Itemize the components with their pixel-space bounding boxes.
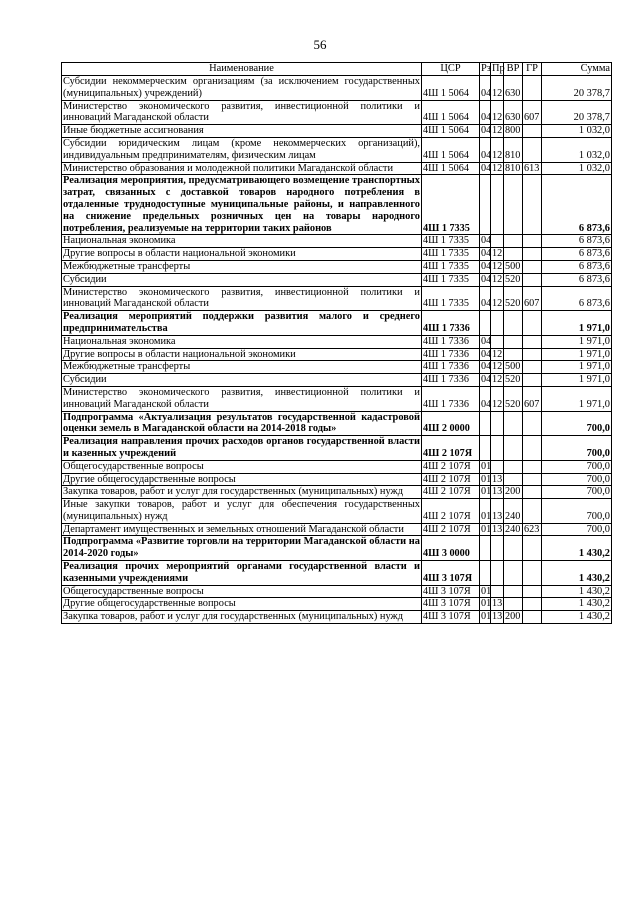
cell-name: Департамент имущественных и земельных отношений Магаданской области — [62, 523, 422, 536]
cell-name: Межбюджетные трансферты — [62, 361, 422, 374]
cell-csr: 4Ш 3 107Я — [422, 611, 480, 624]
cell-name: Общегосударственные вопросы — [62, 585, 422, 598]
header-pr: Пр — [492, 63, 505, 75]
cell-gr — [523, 499, 542, 524]
cell-pr: 12 — [491, 76, 504, 101]
cell-vr: 240 — [504, 499, 523, 524]
cell-rz: 04 — [480, 386, 491, 411]
cell-sum: 1 971,0 — [542, 311, 612, 336]
cell-rz — [480, 536, 491, 561]
cell-pr: 12 — [492, 248, 503, 260]
cell-rz — [480, 411, 491, 436]
cell-sum: 1 430,2 — [542, 561, 612, 586]
table-row — [62, 598, 612, 611]
cell-gr — [523, 561, 542, 586]
cell-gr — [523, 536, 542, 561]
cell-sum: 700,0 — [542, 523, 612, 536]
cell-sum: 1 971,0 — [542, 386, 612, 411]
cell-gr — [523, 460, 542, 473]
cell-rz: 01 — [481, 473, 492, 485]
table-row — [62, 137, 612, 162]
cell-name: Национальная экономика — [62, 235, 422, 248]
cell-name: Министерство экономического развития, инвестиционной политики и инноваций Магаданской области — [63, 386, 420, 410]
cell-rz: 01 — [481, 523, 492, 535]
cell-pr: 13 — [492, 598, 503, 610]
cell-name: Общегосударственные вопросы — [62, 460, 422, 473]
cell-gr — [523, 348, 542, 361]
header-name: Наименование — [62, 63, 422, 76]
cell-vr: 520 — [504, 273, 523, 286]
cell-pr — [491, 335, 504, 348]
cell-rz — [480, 436, 491, 461]
cell-gr — [523, 311, 542, 336]
cell-pr: 12 — [492, 361, 503, 373]
cell-pr: 12 — [492, 374, 503, 386]
cell-vr — [504, 561, 523, 586]
cell-pr: 12 — [492, 125, 503, 137]
cell-sum: 700,0 — [542, 411, 612, 436]
cell-gr: 623 — [523, 523, 542, 536]
cell-name: Реализация направления прочих расходов органов государственной власти и казенных учреждений — [63, 436, 420, 459]
cell-csr: 4Ш 1 5064 — [422, 137, 480, 162]
table-row — [62, 374, 612, 387]
cell-rz: 04 — [481, 348, 492, 360]
cell-sum: 700,0 — [542, 436, 612, 461]
cell-csr: 4Ш 2 107Я — [422, 486, 480, 499]
cell-rz: 04 — [481, 248, 492, 260]
table-row — [62, 361, 612, 374]
cell-name: Закупка товаров, работ и услуг для государственных (муниципальных) нужд — [62, 486, 422, 499]
cell-pr: 12 — [492, 348, 503, 360]
table-row — [62, 611, 612, 624]
cell-gr — [523, 361, 542, 374]
cell-gr — [523, 598, 542, 611]
cell-name: Межбюджетные трансферты — [62, 260, 422, 273]
cell-vr — [504, 335, 523, 348]
cell-vr: 500 — [504, 260, 523, 273]
cell-sum: 1 971,0 — [542, 374, 612, 387]
cell-rz: 04 — [481, 260, 492, 272]
cell-gr — [523, 611, 542, 624]
cell-sum: 1 430,2 — [542, 598, 612, 611]
cell-csr: 4Ш 3 107Я — [422, 585, 480, 598]
cell-vr: 200 — [504, 611, 523, 624]
cell-csr: 4Ш 1 7335 — [422, 235, 480, 248]
table-row — [62, 248, 612, 261]
cell-pr: 13 — [492, 473, 503, 485]
cell-pr — [491, 460, 504, 473]
cell-rz: 04 — [480, 100, 491, 125]
cell-pr: 12 — [492, 162, 503, 174]
cell-sum: 1 032,0 — [542, 162, 612, 175]
cell-csr: 4Ш 2 107Я — [422, 473, 480, 486]
cell-csr: 4Ш 2 107Я — [422, 436, 480, 461]
cell-vr — [504, 460, 523, 473]
cell-rz: 04 — [480, 286, 491, 311]
cell-csr: 4Ш 1 7336 — [422, 374, 480, 387]
cell-csr: 4Ш 1 7336 — [422, 335, 480, 348]
cell-csr: 4Ш 1 5064 — [422, 162, 480, 175]
cell-pr: 12 — [491, 386, 504, 411]
cell-gr: 607 — [523, 386, 542, 411]
cell-csr: 4Ш 3 107Я — [422, 561, 480, 586]
cell-gr — [523, 585, 542, 598]
cell-rz: 04 — [481, 335, 492, 347]
cell-csr: 4Ш 1 7336 — [422, 361, 480, 374]
cell-sum: 20 378,7 — [542, 76, 612, 101]
table-body — [62, 76, 612, 624]
cell-sum: 20 378,7 — [542, 100, 612, 125]
cell-csr: 4Ш 3 0000 — [422, 536, 480, 561]
cell-vr — [504, 585, 523, 598]
cell-vr: 520 — [504, 374, 523, 387]
cell-csr: 4Ш 1 7335 — [422, 286, 480, 311]
cell-pr — [491, 585, 504, 598]
header-rz: Рз — [481, 63, 491, 75]
cell-rz: 01 — [481, 611, 492, 623]
cell-gr: 607 — [523, 286, 542, 311]
cell-vr: 630 — [504, 76, 523, 101]
cell-sum: 6 873,6 — [542, 175, 612, 235]
cell-csr: 4Ш 1 7335 — [422, 273, 480, 286]
cell-vr: 520 — [504, 286, 523, 311]
cell-csr: 4Ш 3 107Я — [422, 598, 480, 611]
cell-sum: 1 032,0 — [542, 137, 612, 162]
table-row — [62, 273, 612, 286]
cell-rz: 04 — [481, 374, 492, 386]
table-row — [62, 335, 612, 348]
cell-rz: 01 — [481, 585, 492, 597]
cell-vr — [504, 311, 523, 336]
cell-rz: 01 — [480, 499, 491, 524]
cell-pr: 13 — [492, 611, 503, 623]
cell-rz: 04 — [481, 361, 492, 373]
cell-vr — [504, 598, 523, 611]
cell-vr: 240 — [504, 523, 523, 536]
cell-pr — [491, 175, 504, 235]
cell-sum: 700,0 — [542, 473, 612, 486]
cell-pr: 13 — [492, 486, 503, 498]
cell-csr: 4Ш 1 7335 — [422, 260, 480, 273]
cell-vr — [504, 436, 523, 461]
table-row — [62, 486, 612, 499]
cell-sum: 1 971,0 — [542, 361, 612, 374]
cell-csr: 4Ш 1 5064 — [422, 100, 480, 125]
cell-name: Другие общегосударственные вопросы — [62, 473, 422, 486]
table-row — [62, 536, 612, 561]
cell-sum: 6 873,6 — [542, 235, 612, 248]
cell-csr: 4Ш 2 0000 — [422, 411, 480, 436]
cell-name: Другие общегосударственные вопросы — [62, 598, 422, 611]
budget-table — [61, 62, 612, 624]
cell-rz: 04 — [481, 125, 492, 137]
cell-gr — [523, 248, 542, 261]
cell-sum: 700,0 — [542, 486, 612, 499]
cell-csr: 4Ш 2 107Я — [422, 523, 480, 536]
table-row — [62, 100, 612, 125]
cell-name: Подпрограмма «Развитие торговли на территории Магаданской области на 2014-2020 годы» — [63, 536, 420, 560]
cell-rz: 01 — [481, 486, 492, 498]
cell-pr — [491, 561, 504, 586]
cell-sum: 700,0 — [542, 499, 612, 524]
cell-vr — [504, 235, 523, 248]
cell-rz: 01 — [481, 598, 492, 610]
cell-rz: 04 — [481, 273, 492, 285]
page-number: 56 — [313, 37, 327, 52]
cell-csr: 4Ш 1 5064 — [422, 125, 480, 138]
cell-gr — [523, 273, 542, 286]
cell-gr — [523, 374, 542, 387]
table-row — [62, 162, 612, 175]
cell-rz: 04 — [481, 235, 492, 247]
cell-pr — [491, 311, 504, 336]
header-vr: ВР — [504, 63, 523, 76]
cell-gr: 613 — [523, 162, 542, 175]
cell-name: Субсидии — [62, 374, 422, 387]
cell-csr: 4Ш 2 107Я — [422, 460, 480, 473]
cell-sum: 700,0 — [542, 460, 612, 473]
cell-vr: 200 — [504, 486, 523, 499]
cell-pr — [491, 536, 504, 561]
cell-name: Реализация прочих мероприятий органами государственной власти и казенными учреждениями — [63, 561, 420, 584]
cell-csr: 4Ш 1 7336 — [422, 311, 480, 336]
cell-name: Иные закупки товаров, работ и услуг для обеспечения государственных (муниципальных) нужд — [63, 499, 420, 522]
cell-name: Другие вопросы в области национальной экономики — [62, 248, 422, 261]
table-header — [62, 63, 612, 76]
cell-gr — [523, 335, 542, 348]
cell-vr: 810 — [504, 137, 523, 162]
table-row — [62, 260, 612, 273]
table-row — [62, 175, 612, 235]
cell-name: Национальная экономика — [62, 335, 422, 348]
cell-vr — [504, 473, 523, 486]
table-row — [62, 585, 612, 598]
table-row — [62, 473, 612, 486]
cell-gr — [523, 473, 542, 486]
cell-name: Министерство экономического развития, инвестиционной политики и инноваций Магаданской области — [63, 286, 420, 310]
cell-gr — [523, 260, 542, 273]
cell-sum: 1 032,0 — [542, 125, 612, 138]
table-row — [62, 286, 612, 311]
cell-csr: 4Ш 1 7336 — [422, 348, 480, 361]
cell-csr: 4Ш 1 7335 — [422, 248, 480, 261]
cell-pr: 12 — [491, 286, 504, 311]
cell-gr — [523, 175, 542, 235]
cell-rz: 04 — [481, 162, 492, 174]
cell-csr: 4Ш 1 7335 — [422, 175, 480, 235]
cell-vr — [504, 348, 523, 361]
cell-gr — [523, 76, 542, 101]
cell-rz: 04 — [480, 76, 491, 101]
cell-name: Субсидии юридическим лицам (кроме некоммерческих организаций), индивидуальным предпринимателям, физическим лицам — [63, 137, 420, 161]
cell-rz — [480, 175, 491, 235]
table-row — [62, 76, 612, 101]
cell-sum: 6 873,6 — [542, 260, 612, 273]
cell-pr — [491, 436, 504, 461]
cell-name: Подпрограмма «Актуализация результатов государственной кадастровой оценки земель в Магаданской области на 2014-2018 годы» — [63, 411, 420, 435]
cell-vr: 810 — [504, 162, 523, 175]
header-gr: ГР — [523, 63, 542, 76]
cell-pr: 13 — [491, 499, 504, 524]
cell-name: Иные бюджетные ассигнования — [62, 125, 422, 138]
cell-name: Другие вопросы в области национальной экономики — [62, 348, 422, 361]
cell-pr: 12 — [491, 100, 504, 125]
cell-sum: 6 873,6 — [542, 248, 612, 261]
cell-gr — [523, 125, 542, 138]
cell-vr — [504, 248, 523, 261]
cell-name: Министерство образования и молодежной политики Магаданской области — [62, 162, 422, 175]
cell-sum: 1 430,2 — [542, 585, 612, 598]
table-row — [62, 436, 612, 461]
cell-name: Реализация мероприятий поддержки развития малого и среднего предпринимательства — [63, 311, 420, 334]
cell-vr: 630 — [504, 100, 523, 125]
cell-sum: 6 873,6 — [542, 273, 612, 286]
table-row — [62, 411, 612, 436]
table-row — [62, 561, 612, 586]
table-row — [62, 348, 612, 361]
cell-name: Субсидии — [62, 273, 422, 286]
cell-vr: 520 — [504, 386, 523, 411]
cell-name: Субсидии некоммерческим организациям (за исключением государственных (муниципальных) учреждений) — [63, 76, 420, 99]
cell-csr: 4Ш 2 107Я — [422, 499, 480, 524]
table-row — [62, 499, 612, 524]
cell-gr — [523, 235, 542, 248]
table-row — [62, 523, 612, 536]
cell-sum: 1 430,2 — [542, 611, 612, 624]
cell-gr — [523, 486, 542, 499]
cell-gr — [523, 411, 542, 436]
cell-pr: 12 — [492, 273, 503, 285]
cell-gr — [523, 137, 542, 162]
header-sum: Сумма — [542, 63, 612, 76]
cell-name: Реализация мероприятия, предусматривающего возмещение транспортных затрат, связанных с доставкой товаров народного потребления в отдаленные труднодоступные муниципальные районы, и направленного на снижение предельных розничных цен на товары народного потребления, реализуемые на территории таких районов — [63, 175, 420, 234]
table-row — [62, 460, 612, 473]
table-row — [62, 311, 612, 336]
cell-sum: 1 971,0 — [542, 348, 612, 361]
cell-csr: 4Ш 1 7336 — [422, 386, 480, 411]
cell-rz — [480, 561, 491, 586]
cell-pr: 13 — [492, 523, 503, 535]
cell-sum: 6 873,6 — [542, 286, 612, 311]
cell-rz: 04 — [480, 137, 491, 162]
table-row — [62, 235, 612, 248]
cell-name: Закупка товаров, работ и услуг для государственных (муниципальных) нужд — [62, 611, 422, 624]
cell-gr — [523, 436, 542, 461]
cell-gr: 607 — [523, 100, 542, 125]
cell-pr: 12 — [491, 137, 504, 162]
cell-vr: 500 — [504, 361, 523, 374]
cell-sum: 1 430,2 — [542, 536, 612, 561]
cell-pr — [491, 235, 504, 248]
cell-rz: 01 — [481, 460, 492, 472]
cell-rz — [480, 311, 491, 336]
cell-vr — [504, 411, 523, 436]
cell-vr — [504, 536, 523, 561]
cell-vr — [504, 175, 523, 235]
cell-sum: 1 971,0 — [542, 335, 612, 348]
cell-pr: 12 — [492, 260, 503, 272]
cell-pr — [491, 411, 504, 436]
cell-vr: 800 — [504, 125, 523, 138]
table-row — [62, 125, 612, 138]
header-csr: ЦСР — [422, 63, 480, 76]
cell-csr: 4Ш 1 5064 — [422, 76, 480, 101]
cell-name: Министерство экономического развития, инвестиционной политики и инноваций Магаданской области — [63, 100, 420, 124]
table-row — [62, 386, 612, 411]
